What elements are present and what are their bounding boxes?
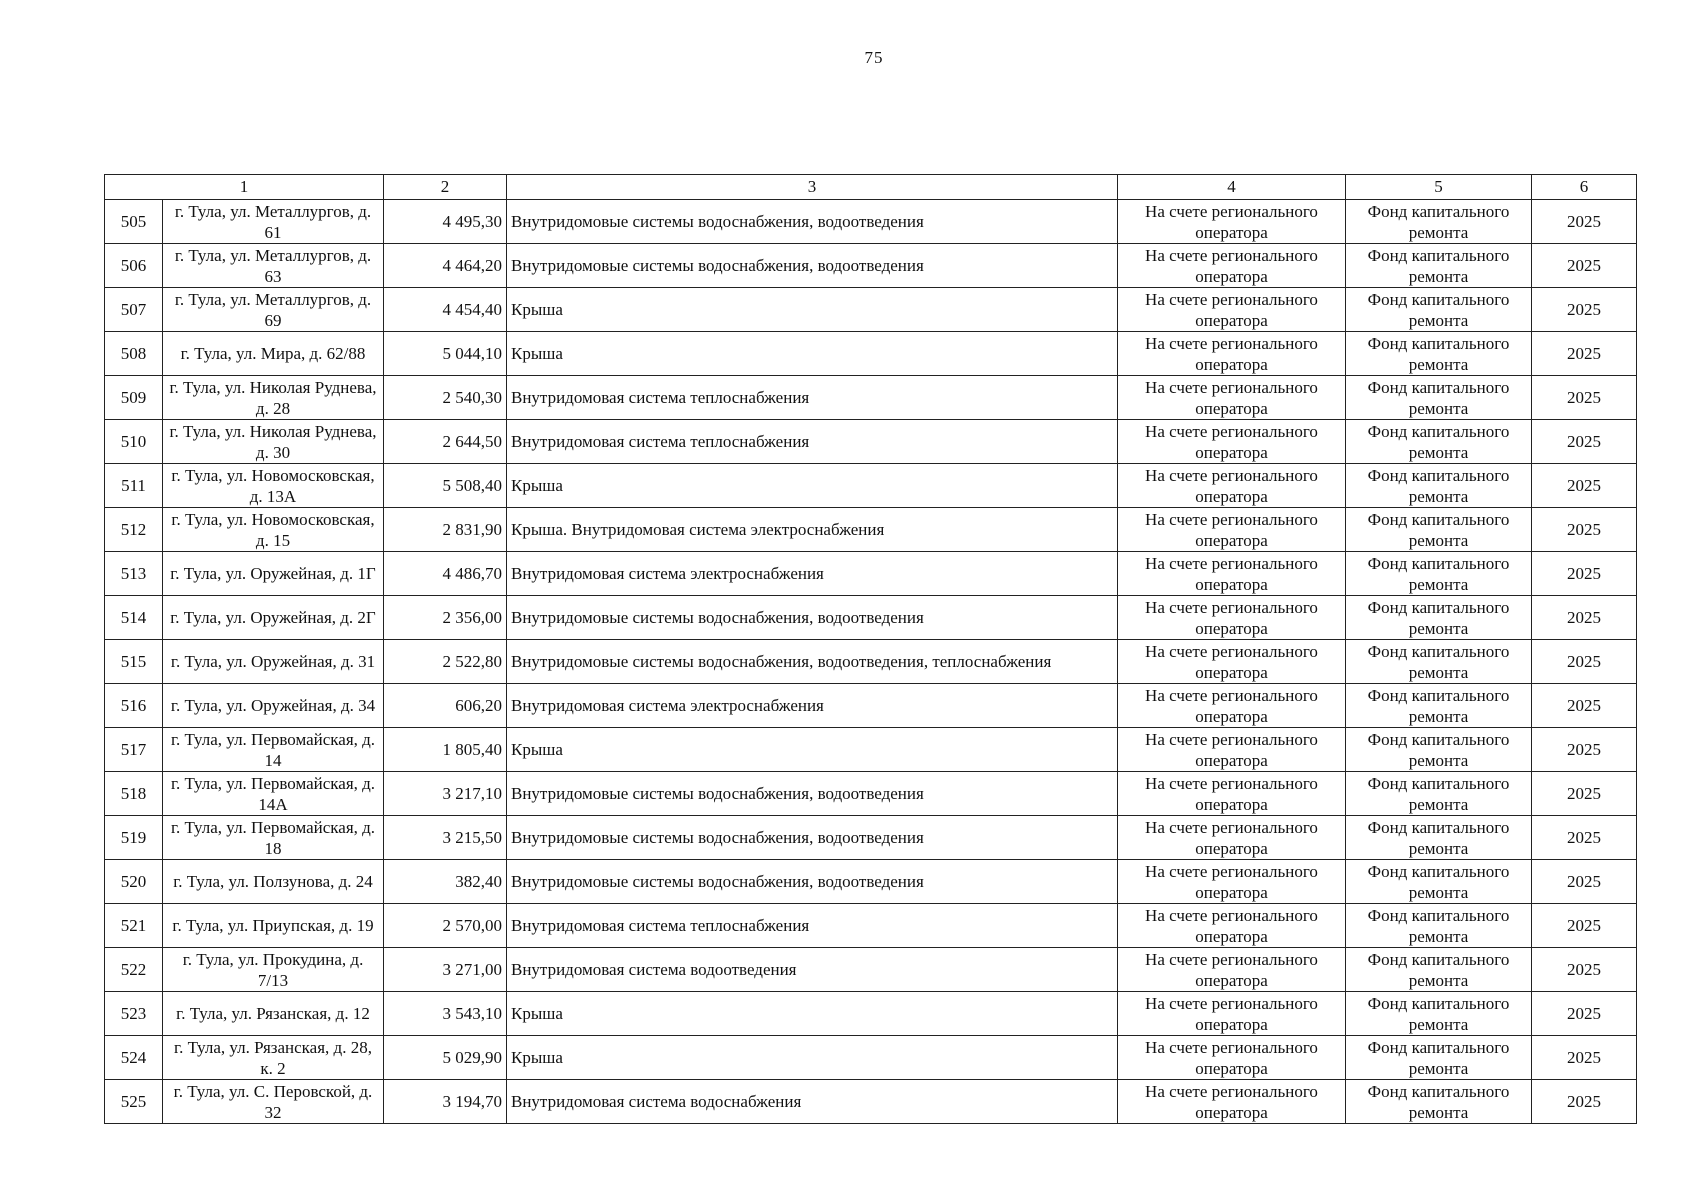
area-cell: 3 215,50	[384, 816, 507, 860]
address-cell: г. Тула, ул. Новомосковская, д. 15	[163, 508, 384, 552]
year-cell: 2025	[1532, 552, 1637, 596]
work-type-cell: Внутридомовая система теплоснабжения	[507, 904, 1118, 948]
table-header	[105, 175, 1637, 200]
row-number: 518	[105, 772, 163, 816]
year-cell: 2025	[1532, 684, 1637, 728]
area-cell: 382,40	[384, 860, 507, 904]
column-header-6: 6	[1532, 175, 1637, 200]
row-number: 505	[105, 200, 163, 244]
row-number: 519	[105, 816, 163, 860]
table-row	[105, 200, 1637, 244]
column-header-4: 4	[1118, 175, 1346, 200]
row-number: 512	[105, 508, 163, 552]
work-type-cell: Внутридомовая система электроснабжения	[507, 684, 1118, 728]
row-number: 513	[105, 552, 163, 596]
area-cell: 2 540,30	[384, 376, 507, 420]
funding-source-cell: Фонд капитального ремонта	[1346, 596, 1532, 640]
address-cell: г. Тула, ул. Первомайская, д. 14А	[163, 772, 384, 816]
year-cell: 2025	[1532, 464, 1637, 508]
row-number: 510	[105, 420, 163, 464]
area-cell: 4 464,20	[384, 244, 507, 288]
row-number: 522	[105, 948, 163, 992]
address-cell: г. Тула, ул. С. Перовской, д. 32	[163, 1080, 384, 1124]
area-cell: 606,20	[384, 684, 507, 728]
address-cell: г. Тула, ул. Первомайская, д. 18	[163, 816, 384, 860]
year-cell: 2025	[1532, 376, 1637, 420]
table-row	[105, 376, 1637, 420]
funding-source-cell: Фонд капитального ремонта	[1346, 816, 1532, 860]
capital-repair-table	[104, 174, 1637, 1124]
table-row	[105, 772, 1637, 816]
work-type-cell: Внутридомовая система водоотведения	[507, 948, 1118, 992]
work-type-cell: Крыша	[507, 332, 1118, 376]
year-cell: 2025	[1532, 420, 1637, 464]
area-cell: 5 508,40	[384, 464, 507, 508]
account-cell: На счете регионального оператора	[1118, 860, 1346, 904]
work-type-cell: Внутридомовые системы водоснабжения, водоотведения	[507, 772, 1118, 816]
table-row	[105, 420, 1637, 464]
account-cell: На счете регионального оператора	[1118, 464, 1346, 508]
row-number: 523	[105, 992, 163, 1036]
table-row	[105, 904, 1637, 948]
funding-source-cell: Фонд капитального ремонта	[1346, 332, 1532, 376]
area-cell: 4 486,70	[384, 552, 507, 596]
row-number: 515	[105, 640, 163, 684]
funding-source-cell: Фонд капитального ремонта	[1346, 464, 1532, 508]
area-cell: 3 217,10	[384, 772, 507, 816]
column-header-2: 2	[384, 175, 507, 200]
year-cell: 2025	[1532, 992, 1637, 1036]
area-cell: 3 271,00	[384, 948, 507, 992]
address-cell: г. Тула, ул. Николая Руднева, д. 30	[163, 420, 384, 464]
table-row	[105, 288, 1637, 332]
work-type-cell: Крыша	[507, 288, 1118, 332]
address-cell: г. Тула, ул. Металлургов, д. 63	[163, 244, 384, 288]
area-cell: 2 570,00	[384, 904, 507, 948]
address-cell: г. Тула, ул. Оружейная, д. 2Г	[163, 596, 384, 640]
column-header-3: 3	[507, 175, 1118, 200]
address-cell: г. Тула, ул. Оружейная, д. 31	[163, 640, 384, 684]
area-cell: 4 454,40	[384, 288, 507, 332]
year-cell: 2025	[1532, 508, 1637, 552]
funding-source-cell: Фонд капитального ремонта	[1346, 640, 1532, 684]
funding-source-cell: Фонд капитального ремонта	[1346, 200, 1532, 244]
work-type-cell: Крыша	[507, 992, 1118, 1036]
account-cell: На счете регионального оператора	[1118, 1080, 1346, 1124]
account-cell: На счете регионального оператора	[1118, 420, 1346, 464]
funding-source-cell: Фонд капитального ремонта	[1346, 552, 1532, 596]
funding-source-cell: Фонд капитального ремонта	[1346, 1036, 1532, 1080]
table-row	[105, 992, 1637, 1036]
year-cell: 2025	[1532, 904, 1637, 948]
row-number: 506	[105, 244, 163, 288]
account-cell: На счете регионального оператора	[1118, 816, 1346, 860]
year-cell: 2025	[1532, 1036, 1637, 1080]
address-cell: г. Тула, ул. Рязанская, д. 28, к. 2	[163, 1036, 384, 1080]
address-cell: г. Тула, ул. Новомосковская, д. 13А	[163, 464, 384, 508]
year-cell: 2025	[1532, 772, 1637, 816]
account-cell: На счете регионального оператора	[1118, 332, 1346, 376]
column-header-5: 5	[1346, 175, 1532, 200]
header-row	[105, 175, 1637, 200]
area-cell: 2 356,00	[384, 596, 507, 640]
table-row	[105, 508, 1637, 552]
account-cell: На счете регионального оператора	[1118, 1036, 1346, 1080]
year-cell: 2025	[1532, 816, 1637, 860]
row-number: 524	[105, 1036, 163, 1080]
page-number: 75	[864, 48, 884, 67]
funding-source-cell: Фонд капитального ремонта	[1346, 772, 1532, 816]
year-cell: 2025	[1532, 596, 1637, 640]
funding-source-cell: Фонд капитального ремонта	[1346, 948, 1532, 992]
table-row	[105, 464, 1637, 508]
account-cell: На счете регионального оператора	[1118, 596, 1346, 640]
work-type-cell: Крыша	[507, 728, 1118, 772]
address-cell: г. Тула, ул. Приупская, д. 19	[163, 904, 384, 948]
row-number: 520	[105, 860, 163, 904]
year-cell: 2025	[1532, 244, 1637, 288]
address-cell: г. Тула, ул. Оружейная, д. 1Г	[163, 552, 384, 596]
area-cell: 3 543,10	[384, 992, 507, 1036]
account-cell: На счете регионального оператора	[1118, 772, 1346, 816]
table-row	[105, 948, 1637, 992]
table-row	[105, 1036, 1637, 1080]
address-cell: г. Тула, ул. Первомайская, д. 14	[163, 728, 384, 772]
funding-source-cell: Фонд капитального ремонта	[1346, 992, 1532, 1036]
work-type-cell: Внутридомовая система теплоснабжения	[507, 420, 1118, 464]
work-type-cell: Внутридомовая система водоснабжения	[507, 1080, 1118, 1124]
row-number: 507	[105, 288, 163, 332]
address-cell: г. Тула, ул. Ползунова, д. 24	[163, 860, 384, 904]
row-number: 509	[105, 376, 163, 420]
work-type-cell: Крыша	[507, 1036, 1118, 1080]
table-row	[105, 244, 1637, 288]
year-cell: 2025	[1532, 332, 1637, 376]
work-type-cell: Крыша	[507, 464, 1118, 508]
funding-source-cell: Фонд капитального ремонта	[1346, 904, 1532, 948]
year-cell: 2025	[1532, 860, 1637, 904]
funding-source-cell: Фонд капитального ремонта	[1346, 420, 1532, 464]
area-cell: 2 644,50	[384, 420, 507, 464]
work-type-cell: Внутридомовые системы водоснабжения, водоотведения	[507, 596, 1118, 640]
address-cell: г. Тула, ул. Прокудина, д. 7/13	[163, 948, 384, 992]
account-cell: На счете регионального оператора	[1118, 640, 1346, 684]
table-row	[105, 728, 1637, 772]
account-cell: На счете регионального оператора	[1118, 728, 1346, 772]
funding-source-cell: Фонд капитального ремонта	[1346, 376, 1532, 420]
funding-source-cell: Фонд капитального ремонта	[1346, 728, 1532, 772]
row-number: 514	[105, 596, 163, 640]
account-cell: На счете регионального оператора	[1118, 552, 1346, 596]
area-cell: 5 029,90	[384, 1036, 507, 1080]
work-type-cell: Внутридомовая система теплоснабжения	[507, 376, 1118, 420]
row-number: 521	[105, 904, 163, 948]
table-row	[105, 332, 1637, 376]
work-type-cell: Внутридомовые системы водоснабжения, водоотведения	[507, 244, 1118, 288]
work-type-cell: Внутридомовые системы водоснабжения, водоотведения	[507, 200, 1118, 244]
funding-source-cell: Фонд капитального ремонта	[1346, 860, 1532, 904]
account-cell: На счете регионального оператора	[1118, 948, 1346, 992]
address-cell: г. Тула, ул. Мира, д. 62/88	[163, 332, 384, 376]
area-cell: 4 495,30	[384, 200, 507, 244]
table-row	[105, 860, 1637, 904]
work-type-cell: Крыша. Внутридомовая система электроснабжения	[507, 508, 1118, 552]
column-header-1: 1	[105, 175, 384, 200]
area-cell: 2 831,90	[384, 508, 507, 552]
account-cell: На счете регионального оператора	[1118, 244, 1346, 288]
table-body	[105, 200, 1637, 1124]
address-cell: г. Тула, ул. Рязанская, д. 12	[163, 992, 384, 1036]
year-cell: 2025	[1532, 640, 1637, 684]
work-type-cell: Внутридомовые системы водоснабжения, водоотведения	[507, 860, 1118, 904]
address-cell: г. Тула, ул. Металлургов, д. 69	[163, 288, 384, 332]
address-cell: г. Тула, ул. Николая Руднева, д. 28	[163, 376, 384, 420]
account-cell: На счете регионального оператора	[1118, 288, 1346, 332]
row-number: 511	[105, 464, 163, 508]
area-cell: 5 044,10	[384, 332, 507, 376]
table-row	[105, 596, 1637, 640]
funding-source-cell: Фонд капитального ремонта	[1346, 684, 1532, 728]
account-cell: На счете регионального оператора	[1118, 200, 1346, 244]
row-number: 525	[105, 1080, 163, 1124]
funding-source-cell: Фонд капитального ремонта	[1346, 288, 1532, 332]
year-cell: 2025	[1532, 728, 1637, 772]
row-number: 517	[105, 728, 163, 772]
area-cell: 3 194,70	[384, 1080, 507, 1124]
row-number: 508	[105, 332, 163, 376]
area-cell: 1 805,40	[384, 728, 507, 772]
area-cell: 2 522,80	[384, 640, 507, 684]
work-type-cell: Внутридомовые системы водоснабжения, водоотведения, теплоснабжения	[507, 640, 1118, 684]
account-cell: На счете регионального оператора	[1118, 376, 1346, 420]
row-number: 516	[105, 684, 163, 728]
table-row	[105, 684, 1637, 728]
account-cell: На счете регионального оператора	[1118, 904, 1346, 948]
account-cell: На счете регионального оператора	[1118, 508, 1346, 552]
address-cell: г. Тула, ул. Металлургов, д. 61	[163, 200, 384, 244]
year-cell: 2025	[1532, 948, 1637, 992]
address-cell: г. Тула, ул. Оружейная, д. 34	[163, 684, 384, 728]
funding-source-cell: Фонд капитального ремонта	[1346, 244, 1532, 288]
work-type-cell: Внутридомовые системы водоснабжения, водоотведения	[507, 816, 1118, 860]
year-cell: 2025	[1532, 288, 1637, 332]
year-cell: 2025	[1532, 200, 1637, 244]
table-row	[105, 1080, 1637, 1124]
table-row	[105, 552, 1637, 596]
table-row	[105, 640, 1637, 684]
account-cell: На счете регионального оператора	[1118, 992, 1346, 1036]
funding-source-cell: Фонд капитального ремонта	[1346, 508, 1532, 552]
funding-source-cell: Фонд капитального ремонта	[1346, 1080, 1532, 1124]
work-type-cell: Внутридомовая система электроснабжения	[507, 552, 1118, 596]
year-cell: 2025	[1532, 1080, 1637, 1124]
table-row	[105, 816, 1637, 860]
account-cell: На счете регионального оператора	[1118, 684, 1346, 728]
